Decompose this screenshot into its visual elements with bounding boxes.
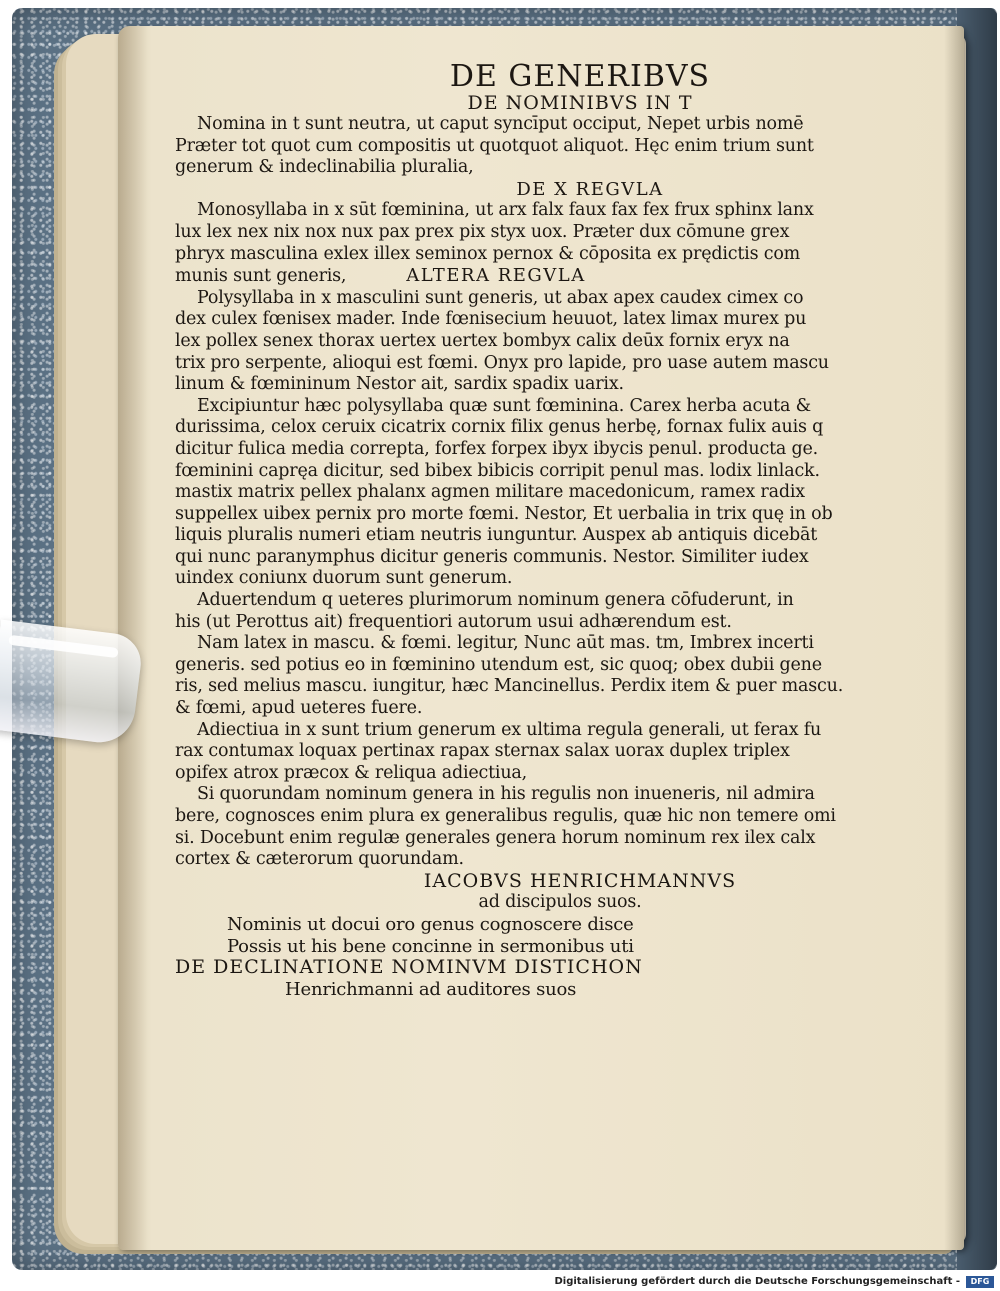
text-line: Nomina in t sunt neutra, ut caput syncīput occiput, Nepet urbis nomē: [197, 114, 804, 134]
text-line: suppellex uibex pernix pro morte fœmi. Nestor, Et uerbalia in trix quę in ob: [175, 503, 833, 524]
dfg-logo: DFG: [966, 1276, 994, 1288]
author-subheading: ad discipulos suos.: [478, 892, 642, 913]
text-line: cortex & cæterorum quorundam.: [175, 849, 464, 870]
poem-line: Nominis ut docui oro genus cognoscere disce: [227, 913, 634, 935]
text-line: linum & fœmininum Nestor ait, sardix spadix uarix.: [175, 374, 624, 395]
text-line: Polysyllaba in x masculini sunt generis, ut abax apex caudex cimex co: [197, 287, 804, 308]
text-line: dicitur fulica media correpta, forfex forpex ibyx ibycis penul. producta ge.: [175, 438, 819, 459]
distichon-subheading: Henrichmanni ad auditores suos: [285, 978, 577, 1000]
page-text: [175, 59, 945, 1000]
text-line: opifex atrox præcox & reliqua adiectiua,: [175, 762, 527, 783]
text-line: generis. sed potius eo in fœminino utendum est, sic quoq; obex dubii gene: [175, 654, 822, 675]
text-line-with-heading: [175, 265, 945, 288]
text-line: uindex coniunx duorum sunt generum.: [175, 568, 513, 589]
text-line: si. Docebunt enim regulæ generales genera horum nominum rex ilex calx: [175, 827, 816, 848]
text-line: durissima, celox ceruix cicatrix cornix filix genus herbę, fornax fulix auis q: [175, 417, 824, 438]
text-line: ris, sed melius mascu. iungitur, hæc Mancinellus. Perdix item & puer mascu.: [175, 676, 844, 697]
text-line: generum & indeclinabilia pluralia,: [175, 157, 474, 178]
section-heading: ALTERA REGVLA: [406, 265, 586, 287]
text-line: Si quorundam nominum genera in his regulis non inueneris, nil admira: [197, 784, 815, 805]
text-line: trix pro serpente, alioqui est fœmi. Onyx pro lapide, pro uase autem mascu: [175, 352, 829, 373]
page-subtitle: DE NOMINIBVS IN T: [467, 92, 693, 114]
text-line: munis sunt generis,: [175, 266, 347, 287]
poem-line: Possis ut his bene concinne in sermonibus uti: [227, 935, 634, 957]
text-line: dex culex fœnisex mader. Inde fœnisecium heuuot, latex limax murex pu: [175, 309, 807, 330]
text-line: his (ut Perottus ait) frequentiori autorum usui adhærendum est.: [175, 611, 732, 632]
text-line: lex pollex senex thorax uertex uertex bombyx calix deūx fornix eryx na: [175, 330, 790, 351]
text-line: Præter tot quot cum compositis ut quotquot aliquot. Hęc enim trium sunt: [175, 135, 814, 156]
text-line: bere, cognosces enim plura ex generalibus regulis, quæ hic non temere omi: [175, 806, 836, 826]
text-line: Aduertendum q ueteres plurimorum nominum genera cōfuderunt, in: [197, 590, 794, 611]
text-line: fœminini capręa dicitur, sed bibex bibicis corripit penul mas. lodix linlack.: [175, 460, 820, 481]
text-line: lux lex nex nix nox nux pax prex pix styx uox. Præter dux cōmune grex: [175, 221, 790, 242]
text-line: Excipiuntur hæc polysyllaba quæ sunt fœminina. Carex herba acuta &: [197, 395, 811, 416]
page-title: DE GENERIBVS: [449, 59, 711, 94]
text-line: liquis pluralis numeri etiam neutris iunguntur. Auspex ab antiquis dicebāt: [175, 525, 818, 546]
glass-page-weight: [0, 620, 144, 747]
distichon-heading: DE DECLINATIONE NOMINVM DISTICHON: [175, 956, 643, 979]
text-line: rax contumax loquax pertinax rapax sternax salax uorax duplex triplex: [175, 741, 790, 762]
text-line: Adiectiua in x sunt trium generum ex ultima regula generali, ut ferax fu: [197, 719, 822, 740]
text-line: qui nunc paranymphus dicitur generis communis. Nestor. Similiter iudex: [175, 546, 809, 567]
text-line: phryx masculina exlex illex seminox pernox & cōposita ex prędictis com: [175, 243, 801, 264]
footer-credit: Digitalisierung gefördert durch die Deutsche Forschungsgemeinschaft -: [554, 1276, 960, 1287]
section-heading: DE X REGVLA: [516, 178, 664, 200]
text-line: mastix matrix pellex phalanx agmen militare macedonicum, ramex radix: [175, 482, 805, 503]
text-line: Nam latex in mascu. & fœmi. legitur, Nunc aūt mas. tm, Imbrex incerti: [197, 633, 814, 654]
text-line: Monosyllaba in x sūt fœminina, ut arx falx faux fax fex frux sphinx lanx: [197, 200, 814, 221]
text-line: & fœmi, apud ueteres fuere.: [175, 698, 423, 719]
author-heading: IACOBVS HENRICHMANNVS: [423, 869, 737, 892]
